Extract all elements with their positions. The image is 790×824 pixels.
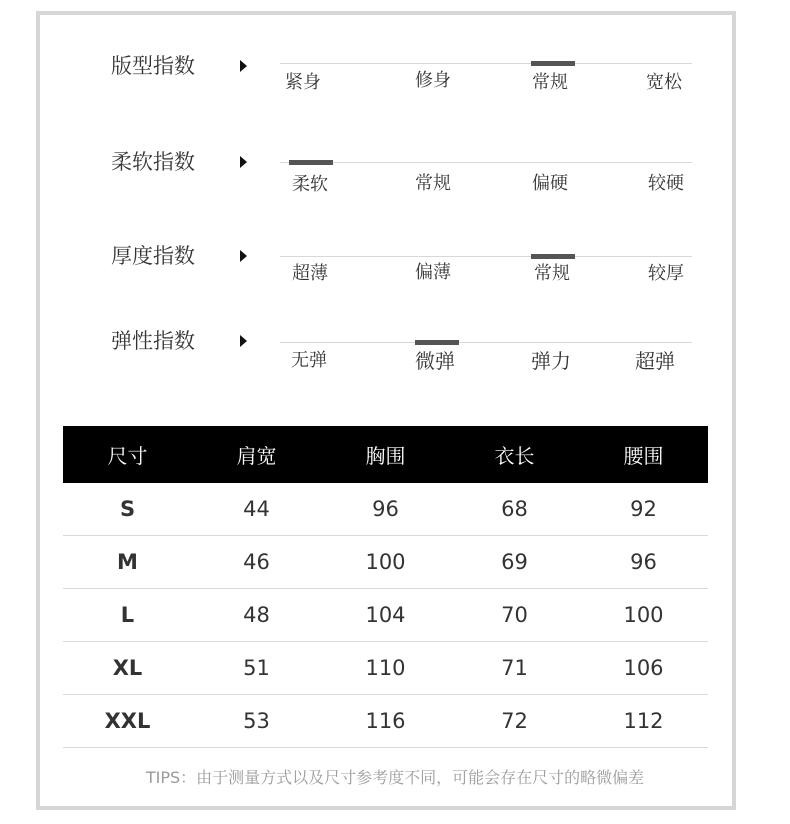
table-cell: 92 (579, 483, 708, 536)
table-cell: 70 (450, 589, 579, 642)
table-cell: 53 (192, 695, 321, 748)
arrow-right-icon (240, 60, 247, 72)
scale-line (280, 63, 692, 64)
table-cell: 96 (321, 483, 450, 536)
tips-note: TIPS：由于测量方式以及尺寸参考度不同，可能会存在尺寸的略微偏差 (145, 768, 645, 787)
column-header: 尺寸 (63, 426, 192, 483)
size-cell: M (63, 536, 192, 589)
option-label: 柔软 (292, 174, 328, 195)
option-label: 微弹 (415, 349, 455, 373)
index-row-thickness (0, 242, 790, 302)
option-label: 较硬 (648, 173, 684, 194)
option-label: 修身 (415, 70, 451, 91)
selected-marker (531, 61, 575, 66)
table-cell: 100 (579, 589, 708, 642)
table-cell: 106 (579, 642, 708, 695)
table-cell: 48 (192, 589, 321, 642)
table-row (63, 642, 708, 695)
option-label: 宽松 (646, 72, 682, 93)
table-cell: 110 (321, 642, 450, 695)
selected-marker (531, 254, 575, 259)
selected-marker (415, 340, 459, 345)
scale-line (280, 342, 692, 343)
size-cell: L (63, 589, 192, 642)
table-cell: 100 (321, 536, 450, 589)
table-cell: 104 (321, 589, 450, 642)
option-label: 超薄 (292, 263, 328, 284)
table-cell: 112 (579, 695, 708, 748)
arrow-right-icon (240, 156, 247, 168)
option-label: 偏薄 (415, 262, 451, 283)
column-header: 肩宽 (192, 426, 321, 483)
table-cell: 116 (321, 695, 450, 748)
table-cell: 44 (192, 483, 321, 536)
option-label: 超弹 (635, 349, 675, 373)
table-row (63, 695, 708, 748)
option-label: 常规 (534, 263, 570, 284)
size-cell: S (63, 483, 192, 536)
table-row (63, 589, 708, 642)
size-cell: XL (63, 642, 192, 695)
column-header: 衣长 (450, 426, 579, 483)
index-title: 版型指数 (111, 54, 195, 78)
option-label: 无弹 (291, 350, 327, 371)
option-label: 紧身 (285, 72, 321, 93)
index-title: 弹性指数 (111, 329, 195, 353)
option-label: 弹力 (531, 349, 571, 373)
table-row (63, 536, 708, 589)
table-cell: 72 (450, 695, 579, 748)
size-table (63, 426, 708, 748)
index-title: 柔软指数 (111, 150, 195, 174)
index-row-elasticity (0, 327, 790, 387)
arrow-right-icon (240, 250, 247, 262)
size-cell: XXL (63, 695, 192, 748)
option-label: 常规 (415, 173, 451, 194)
index-title: 厚度指数 (111, 244, 195, 268)
option-label: 常规 (532, 72, 568, 93)
table-cell: 96 (579, 536, 708, 589)
index-row-fit (0, 52, 790, 112)
table-cell: 69 (450, 536, 579, 589)
option-label: 偏硬 (532, 173, 568, 194)
index-row-softness (0, 148, 790, 208)
table-cell: 71 (450, 642, 579, 695)
scale-line (280, 162, 692, 163)
table-row (63, 483, 708, 536)
selected-marker (289, 160, 333, 165)
table-cell: 68 (450, 483, 579, 536)
option-label: 较厚 (648, 263, 684, 284)
column-header: 胸围 (321, 426, 450, 483)
table-header-row (63, 426, 708, 483)
table-cell: 46 (192, 536, 321, 589)
column-header: 腰围 (579, 426, 708, 483)
table-cell: 51 (192, 642, 321, 695)
scale-line (280, 256, 692, 257)
arrow-right-icon (240, 335, 247, 347)
